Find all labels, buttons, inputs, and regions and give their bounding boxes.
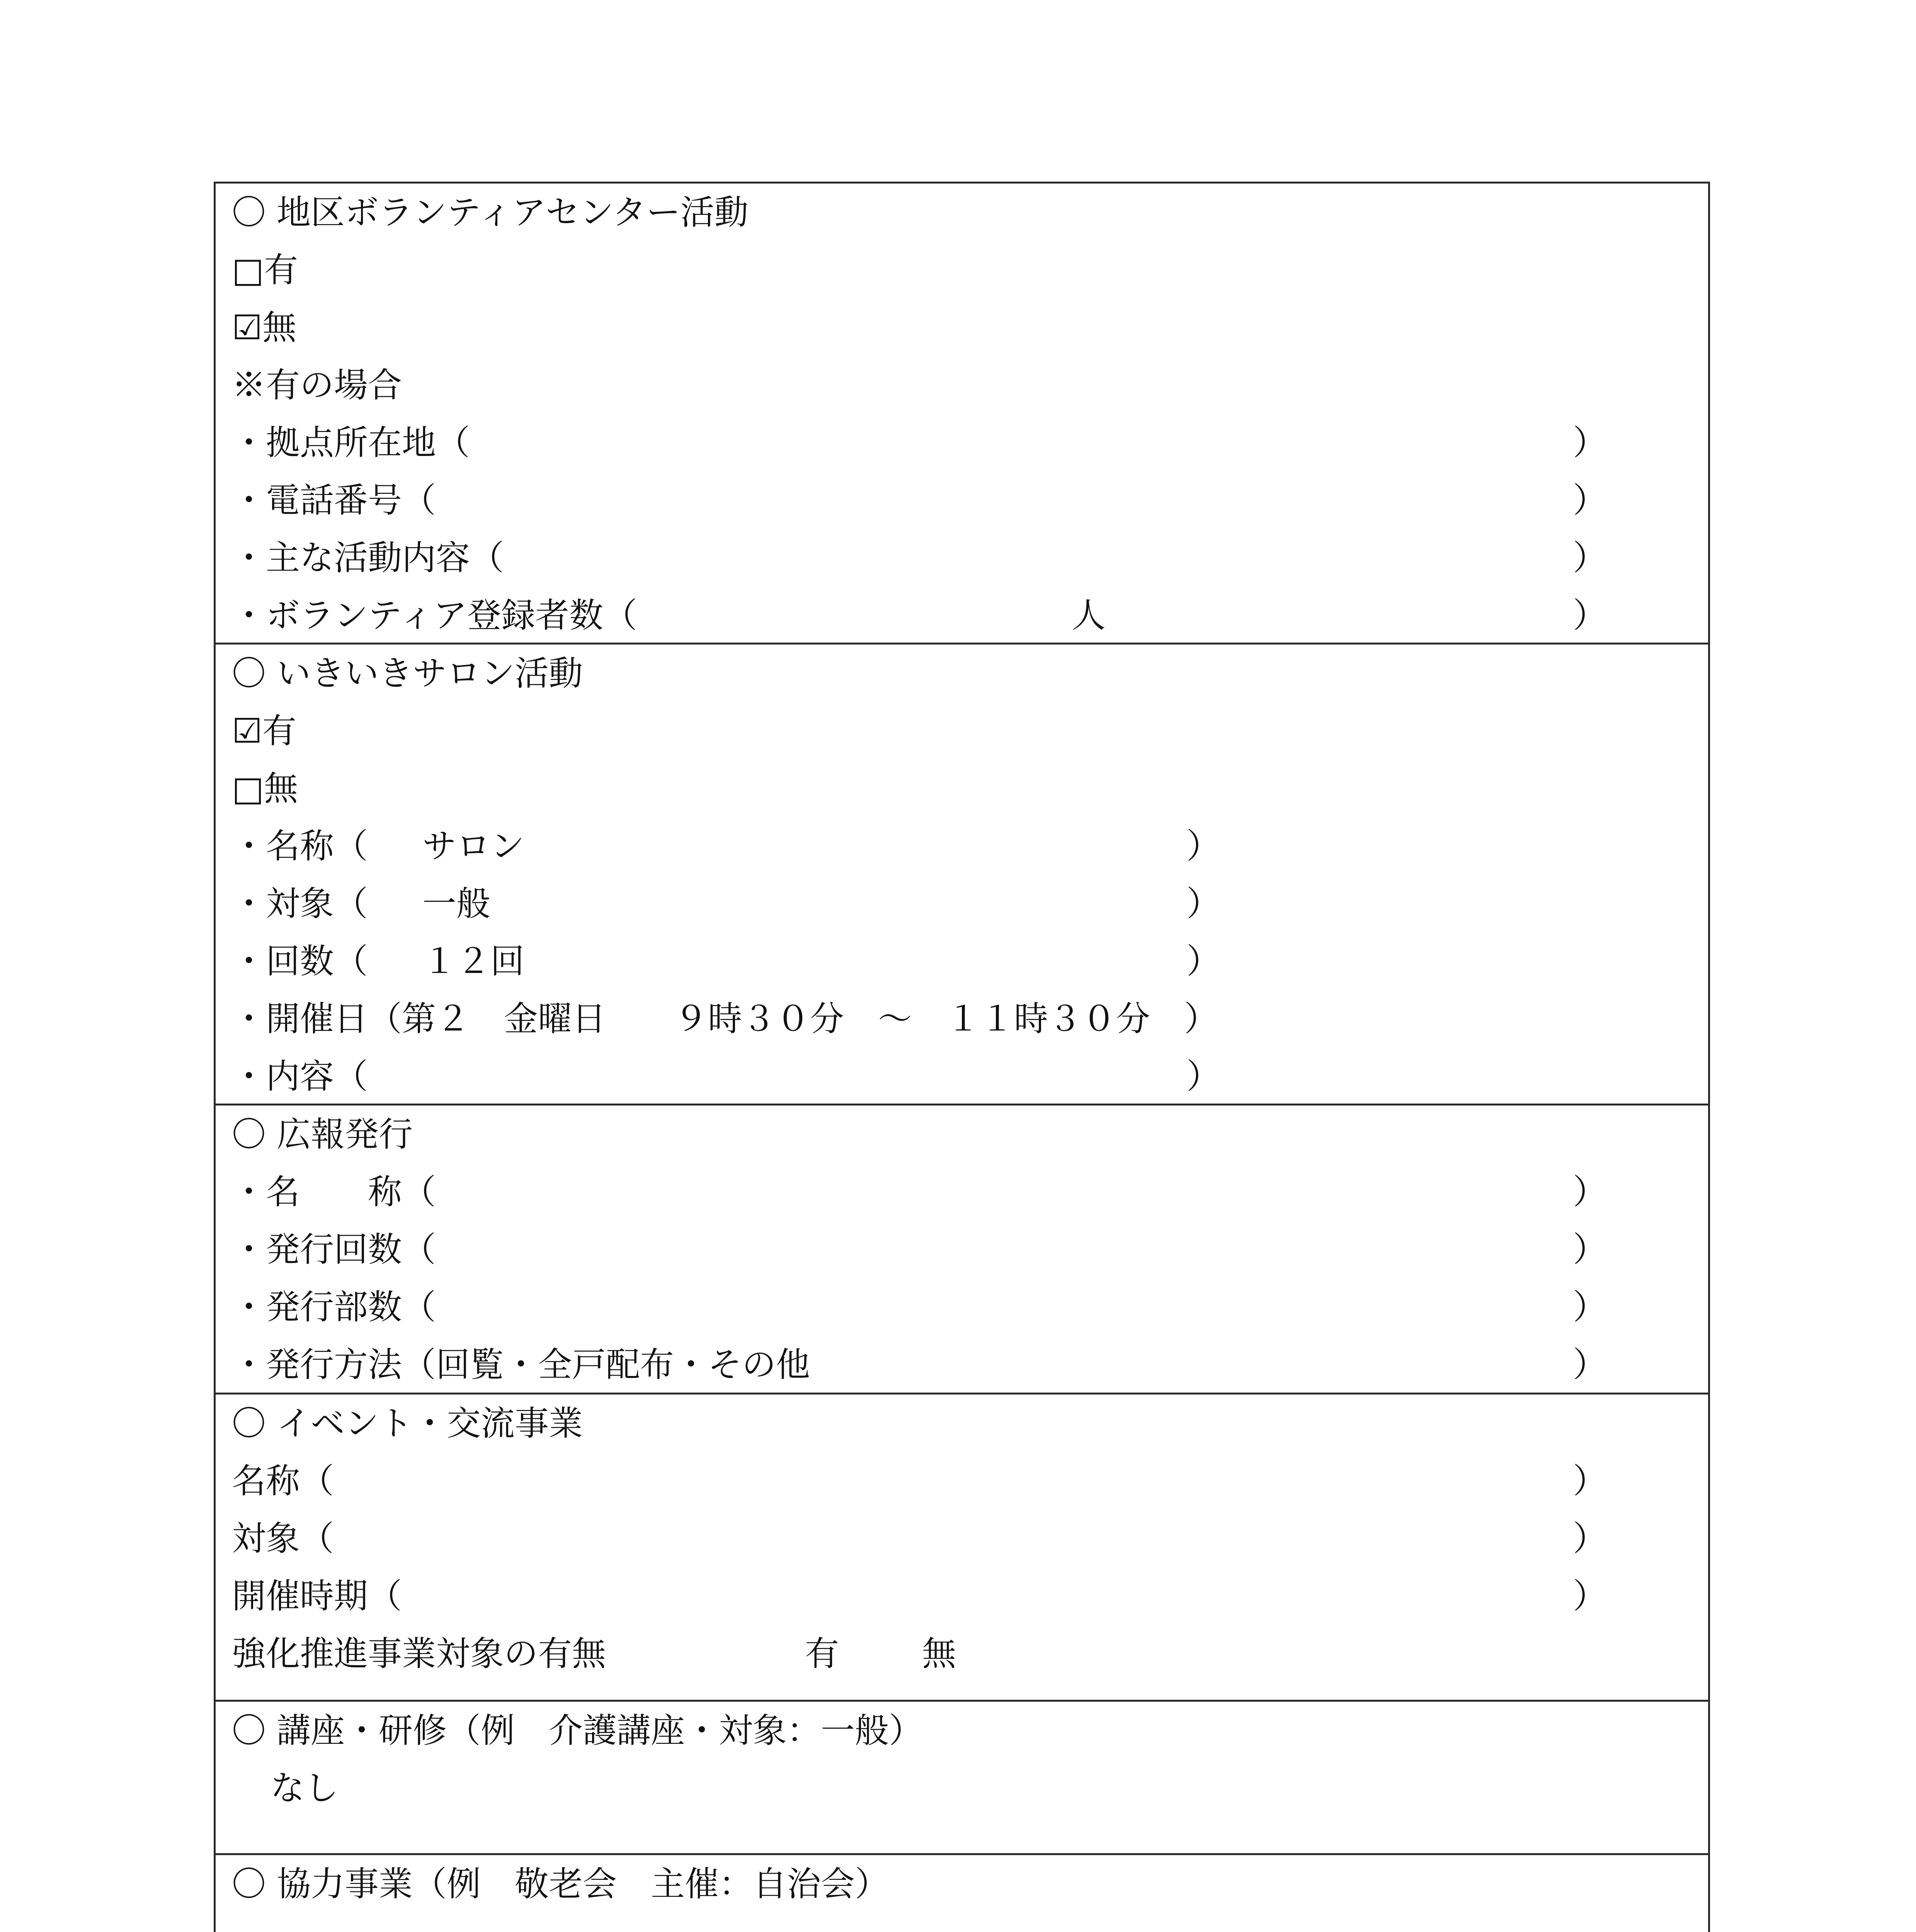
event-title: 〇 イベント・交流事業	[232, 1403, 583, 1443]
salon-no-checkbox[interactable]: □無	[232, 769, 298, 808]
volunteer-location-label: ・拠点所在地（	[232, 423, 470, 463]
volunteer-note: ※有の場合	[232, 365, 402, 405]
close-paren: ）	[1186, 826, 1221, 866]
salon-target-value: 一般	[422, 884, 491, 923]
course-title: 〇 講座・研修（例 介護講座・対象：一般）	[232, 1711, 923, 1750]
event-name-field[interactable]	[216, 1452, 1708, 1510]
event-period-label: 開催時期（	[232, 1576, 402, 1616]
salon-name-field[interactable]	[216, 817, 1708, 875]
close-paren: ）	[1186, 941, 1221, 981]
coop-title: 〇 協力事業（例 敬老会 主催：自治会）	[232, 1864, 889, 1904]
salon-name-label: ・名称（	[232, 826, 368, 866]
close-paren: ）	[1573, 1172, 1607, 1212]
pr-name-label: ・名 称（	[232, 1172, 436, 1212]
volunteer-no-checkbox[interactable]: ☑無	[232, 308, 296, 347]
salon-count-value: １２回	[422, 941, 525, 981]
volunteer-phone-label: ・電話番号（	[232, 480, 436, 520]
salon-title: 〇 いきいきサロン活動	[232, 653, 583, 693]
pr-frequency-field[interactable]	[216, 1221, 1708, 1278]
volunteer-phone-field[interactable]	[216, 471, 1708, 529]
pr-method-field[interactable]	[216, 1336, 1708, 1393]
volunteer-center-title: 〇 地区ボランティアセンター活動	[232, 192, 749, 232]
close-paren: ）	[1573, 423, 1607, 463]
event-promotion-no-option[interactable]: 無	[922, 1634, 956, 1673]
salon-name-value: サロン	[422, 826, 525, 866]
event-name-label: 名称（	[232, 1461, 334, 1501]
volunteer-activity-label: ・主な活動内容（	[232, 538, 504, 578]
course-value[interactable]: なし	[271, 1768, 339, 1808]
coop-section	[216, 1853, 1708, 1932]
close-paren: ）	[1573, 1576, 1607, 1616]
salon-content-field[interactable]	[216, 1048, 1708, 1105]
salon-target-field[interactable]	[216, 875, 1708, 932]
pr-title: 〇 広報発行	[232, 1114, 413, 1154]
event-target-label: 対象（	[232, 1519, 334, 1558]
volunteer-registrants-label: ・ボランティア登録者数（	[232, 595, 637, 635]
salon-date-field[interactable]: ・開催日（第２ 金曜日 ９時３０分 ～ １１時３０分 ）	[232, 999, 1218, 1039]
event-promotion-label: 強化推進事業対象の有無	[232, 1634, 606, 1673]
event-period-field[interactable]	[216, 1567, 1708, 1625]
pr-copies-field[interactable]	[216, 1278, 1708, 1336]
event-target-field[interactable]	[216, 1510, 1708, 1567]
salon-section	[216, 643, 1708, 1104]
salon-count-field[interactable]	[216, 932, 1708, 990]
volunteer-location-field[interactable]	[216, 414, 1708, 471]
event-section	[216, 1393, 1708, 1700]
volunteer-registrants-field[interactable]	[216, 587, 1708, 644]
close-paren: ）	[1573, 1345, 1607, 1384]
pr-section	[216, 1104, 1708, 1393]
salon-count-label: ・回数（	[232, 941, 368, 981]
close-paren: ）	[1573, 1230, 1607, 1269]
close-paren: ）	[1573, 1519, 1607, 1558]
close-paren: ）	[1573, 480, 1607, 520]
close-paren: ）	[1186, 1056, 1221, 1096]
volunteer-activity-field[interactable]	[216, 529, 1708, 587]
salon-content-label: ・内容（	[232, 1056, 368, 1096]
salon-yes-checkbox[interactable]: ☑有	[232, 711, 296, 751]
pr-name-field[interactable]	[216, 1163, 1708, 1221]
salon-target-label: ・対象（	[232, 884, 368, 923]
event-promotion-yes-option[interactable]: 有	[805, 1634, 839, 1673]
close-paren: ）	[1573, 1287, 1607, 1327]
close-paren: ）	[1573, 1461, 1607, 1501]
volunteer-center-section	[216, 184, 1708, 643]
volunteer-yes-checkbox[interactable]: □有	[232, 250, 298, 290]
close-paren: ）	[1573, 595, 1607, 635]
pr-copies-label: ・発行部数（	[232, 1287, 436, 1327]
event-promotion-field	[216, 1625, 1708, 1682]
close-paren: ）	[1573, 538, 1607, 578]
close-paren: ）	[1186, 884, 1221, 923]
pr-frequency-label: ・発行回数（	[232, 1230, 436, 1269]
activity-form	[214, 182, 1710, 1932]
registrants-unit: 人	[1072, 595, 1106, 635]
pr-method-label: ・発行方法（回覧・全戸配布・その他	[232, 1345, 810, 1384]
course-section	[216, 1700, 1708, 1853]
